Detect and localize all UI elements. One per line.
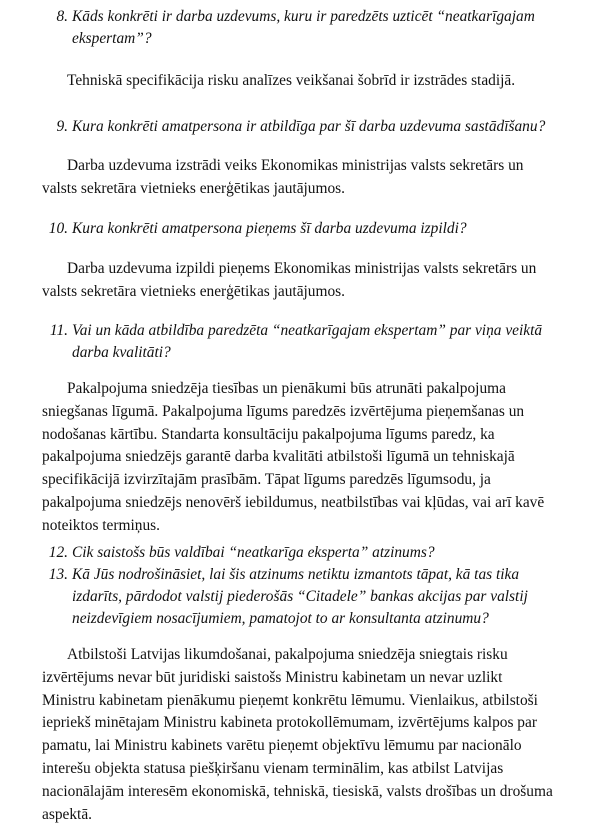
question-number: 12. — [48, 544, 68, 561]
answer-text: noteiktos termiņus. — [42, 516, 160, 534]
answer-text: Pakalpojuma sniedzēja tiesības un pienākumi būs atrunāti pakalpojuma — [67, 380, 506, 397]
question-text: Kā Jūs nodrošināsiet, lai šis atzinums netiktu izmantots tāpat, kā tas tika — [72, 566, 520, 583]
answer-text: aspektā. — [42, 805, 92, 823]
question-10 — [44, 218, 564, 240]
answer-11 — [42, 378, 564, 538]
question-8 — [44, 6, 564, 50]
answer-text: sniegšanas līgumā. Pakalpojuma līgums paredzēs izvērtējuma pieņemšanas un — [42, 402, 525, 420]
answer-text: nodošanas kārtību. Standarta konsultāciju pakalpojuma līgums paredz, ka — [42, 425, 495, 443]
answer-text: iepriekš minētajam Ministru kabineta protokollēmumam, izvērtējums kalpos par — [42, 714, 537, 732]
question-number: 13. — [48, 566, 68, 583]
question-text: Kāds konkrēti ir darba uzdevums, kuru ir paredzēts uzticēt “neatkarīgajam — [72, 8, 535, 25]
answer-text: pakalpojuma sniedzējs garantē darba kvalitāti atbilstoši līgumā un tehniskajā — [42, 448, 515, 466]
answer-text: pakalpojuma sniedzējs nenovērš iebildumus, neatbilstības vai kļūdas, vai arī kavē — [42, 493, 545, 511]
question-text: Kura konkrēti amatpersona pieņems šī darba uzdevuma izpildi? — [72, 220, 467, 237]
question-text: Cik saistošs būs valdībai “neatkarīga eksperta” atzinums? — [72, 544, 435, 561]
question-text: Vai un kāda atbildība paredzēta “neatkarīgajam ekspertam” par viņa veiktā — [72, 322, 543, 339]
answer-8 — [67, 70, 564, 93]
question-text-cont: darba kvalitāti? — [72, 344, 171, 361]
answer-text: Atbilstoši Latvijas likumdošanai, pakalpojuma sniedzēja sniegtais risku — [67, 646, 508, 663]
question-number: 10. — [48, 220, 68, 237]
answer-13 — [42, 644, 564, 826]
question-text-cont: ekspertam”? — [72, 30, 152, 47]
question-text: Kura konkrēti amatpersona ir atbildīga par šī darba uzdevuma sastādīšanu? — [72, 118, 546, 135]
answer-text: specifikācijā izvirzītajām prasībām. Tāpat līgums paredzēs līgumsodu, ja — [42, 471, 491, 489]
question-9 — [44, 116, 564, 138]
answer-text: Tehniskā specifikācija risku analīzes veikšanai šobrīd ir izstrādes stadijā. — [67, 72, 516, 89]
answer-text: pamatu, lai Ministru kabinets varētu pieņemt objektīvu lēmumu par nacionālo — [42, 737, 522, 755]
answer-text: Darba uzdevuma izstrādi veiks Ekonomikas ministrijas valsts sekretārs un — [67, 157, 524, 174]
answer-9 — [42, 155, 564, 201]
question-number: 8. — [56, 8, 68, 25]
question-text-cont: izdarīts, pārdodot valstij piederošās “Citadele” bankas akcijas par valstij — [72, 588, 528, 605]
question-text-cont: neizdevīgiem nosacījumiem, pamatojot to ar konsultanta atzinumu? — [72, 610, 489, 627]
answer-10 — [42, 258, 564, 304]
answer-text: valsts sekretāra vietnieks enerģētikas jautājumos. — [42, 179, 346, 197]
question-number: 9. — [56, 118, 68, 135]
answer-text: Darba uzdevuma izpildi pieņems Ekonomikas ministrijas valsts sekretārs un — [67, 260, 537, 277]
question-13 — [44, 564, 564, 630]
answer-text: Ministru kabinetam pienākumu pieņemt konkrētu lēmumu. Vienlaikus, atbilstoši — [42, 691, 538, 709]
question-number: 11. — [49, 322, 68, 339]
answer-text: izvērtējums nevar būt juridiski saistošs Ministru kabinetam un nevar uzlikt — [42, 668, 503, 686]
answer-text: valsts sekretāra vietnieks enerģētikas jautājumos. — [42, 282, 346, 300]
answer-text: interešu objekta statusa piešķiršanu vienam terminālim, kas atbilst Latvijas — [42, 759, 504, 777]
question-11 — [44, 320, 564, 364]
answer-text: nacionālajām interesēm ekonomiskā, tehniskā, tiesiskā, valsts drošības un drošuma — [42, 782, 553, 800]
question-12 — [44, 542, 564, 564]
